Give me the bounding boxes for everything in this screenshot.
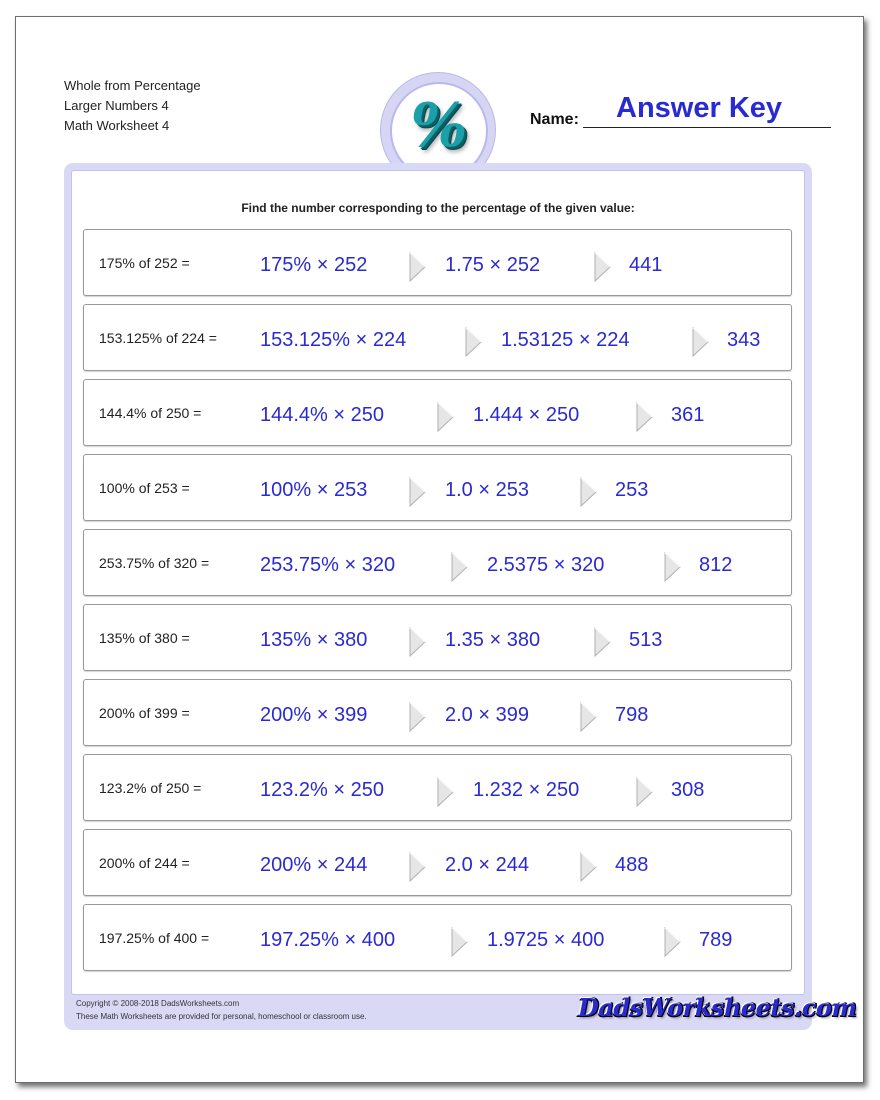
answer-step1: 135% × 380 [260,629,368,651]
arrow-right-icon [579,477,599,507]
problem-row [83,829,792,896]
arrow-right-icon [635,777,655,807]
answer-result: 253 [615,479,649,501]
answer-step1: 100% × 253 [260,479,368,501]
arrow-right-icon [579,852,599,882]
arrow-right-icon [593,252,613,282]
arrow-right-icon [408,852,428,882]
problem-prompt: 197.25% of 400 = [99,930,210,946]
answer-step1: 144.4% × 250 [260,404,384,426]
answer-step2: 1.9725 × 400 [487,929,605,951]
arrow-right-icon [635,402,655,432]
usage-note: These Math Worksheets are provided for personal, homeschool or classroom use. [76,1012,367,1021]
name-field-line [583,127,831,128]
answer-result: 308 [671,779,705,801]
arrow-right-icon [408,252,428,282]
answer-result: 513 [629,629,663,651]
dadsworksheets-logo: DadsWorksheets.com [578,993,857,1022]
copyright-text: Copyright © 2008-2018 DadsWorksheets.com [76,999,240,1008]
problem-row [83,904,792,971]
arrow-right-icon [663,552,683,582]
arrow-right-icon [691,327,711,357]
worksheet-subtitle: Larger Numbers 4 [64,98,169,113]
answer-key-text: Answer Key [616,92,783,124]
answer-step2: 1.232 × 250 [473,779,580,801]
answer-result: 789 [699,929,733,951]
problem-row [83,529,792,596]
answer-result: 441 [629,254,663,276]
arrow-right-icon [593,627,613,657]
problem-prompt: 100% of 253 = [99,480,190,496]
answer-step2: 1.75 × 252 [445,254,541,276]
problem-row [83,679,792,746]
arrow-right-icon [436,777,456,807]
name-label: Name: [530,111,579,128]
answer-step2: 1.0 × 253 [445,479,529,501]
arrow-right-icon [464,327,484,357]
problem-prompt: 200% of 244 = [99,855,190,871]
answer-step1: 253.75% × 320 [260,554,396,576]
problem-prompt: 200% of 399 = [99,705,190,721]
problem-row [83,229,792,296]
percent-icon: % [410,91,468,161]
answer-result: 488 [615,854,649,876]
arrow-right-icon [450,927,470,957]
answer-result: 361 [671,404,705,426]
arrow-right-icon [663,927,683,957]
answer-step2: 2.0 × 244 [445,854,529,876]
answer-step1: 200% × 399 [260,704,368,726]
problem-prompt: 135% of 380 = [99,630,190,646]
answer-step1: 200% × 244 [260,854,368,876]
arrow-right-icon [450,552,470,582]
problem-prompt: 153.125% of 224 = [99,330,217,346]
problem-prompt: 175% of 252 = [99,255,190,271]
problem-prompt: 144.4% of 250 = [99,405,202,421]
answer-step2: 1.35 × 380 [445,629,541,651]
answer-step1: 153.125% × 224 [260,329,407,351]
problem-row [83,304,792,371]
answer-step2: 1.444 × 250 [473,404,580,426]
answer-step2: 2.5375 × 320 [487,554,605,576]
problem-row [83,454,792,521]
problem-row [83,604,792,671]
answer-result: 343 [727,329,761,351]
arrow-right-icon [408,702,428,732]
worksheet-number: Math Worksheet 4 [64,118,170,133]
worksheet-title: Whole from Percentage [64,78,201,93]
answer-result: 798 [615,704,649,726]
problem-row [83,754,792,821]
answer-step2: 2.0 × 399 [445,704,529,726]
answer-step1: 197.25% × 400 [260,929,396,951]
answer-step1: 123.2% × 250 [260,779,384,801]
arrow-right-icon [579,702,599,732]
problem-prompt: 123.2% of 250 = [99,780,202,796]
answer-result: 812 [699,554,733,576]
arrow-right-icon [408,477,428,507]
answer-step2: 1.53125 × 224 [501,329,630,351]
arrow-right-icon [408,627,428,657]
answer-step1: 175% × 252 [260,254,368,276]
problem-prompt: 253.75% of 320 = [99,555,210,571]
instructions: Find the number corresponding to the percentage of the given value: [241,201,635,215]
arrow-right-icon [436,402,456,432]
problem-row [83,379,792,446]
